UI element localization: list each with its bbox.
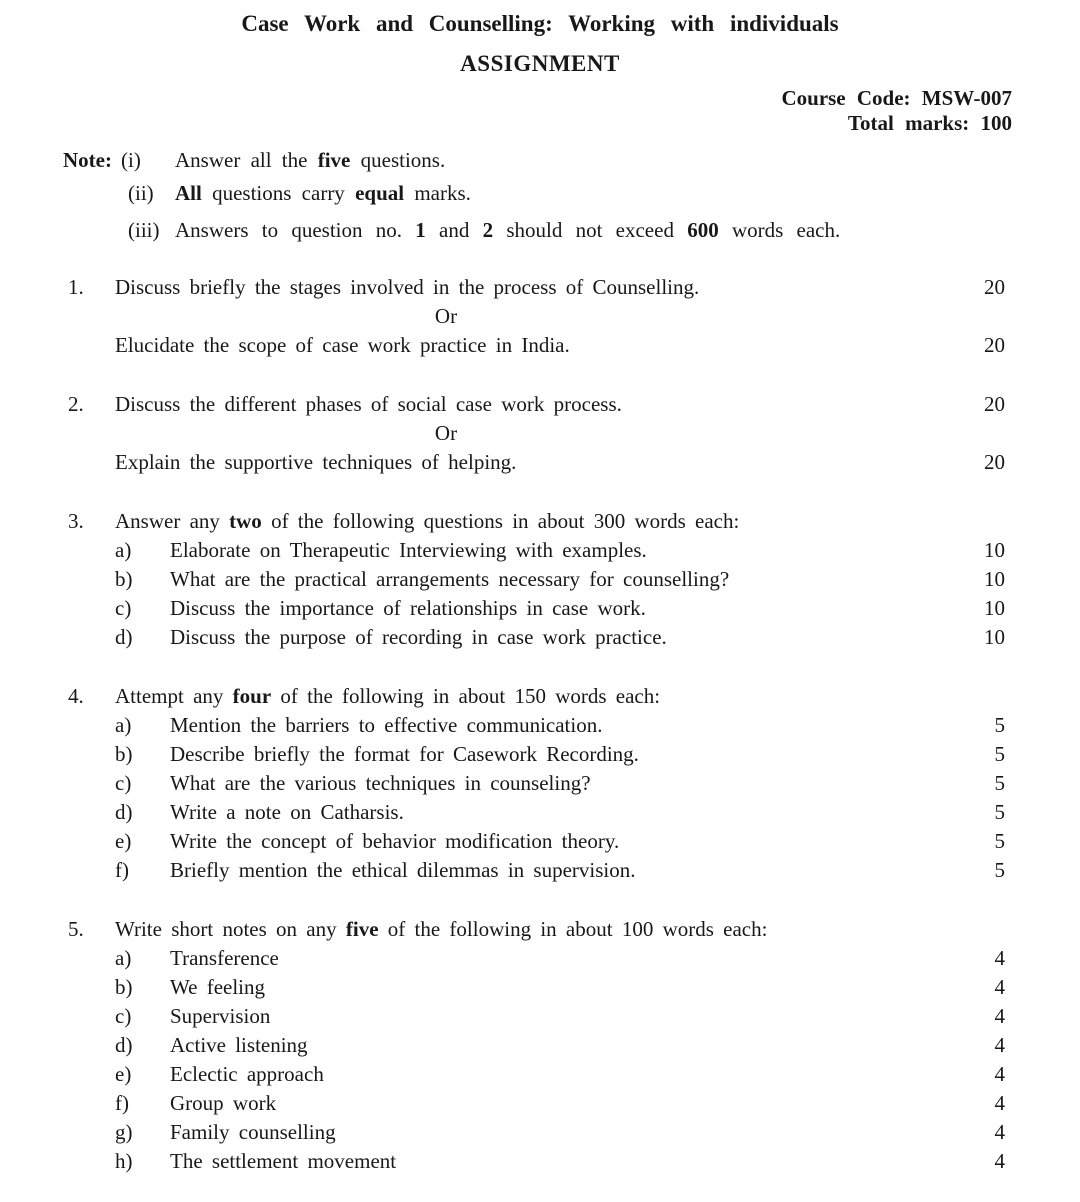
question-number: 3. (68, 509, 84, 533)
sub-item (68, 944, 1005, 973)
marks-value: 5 (994, 858, 1005, 882)
question-header-run: of the following in about 100 words each: (378, 917, 768, 941)
marks-value: 4 (994, 1091, 1005, 1115)
question-3 (68, 507, 1005, 652)
note-item-text (175, 216, 1040, 245)
sub-item (68, 1147, 1005, 1176)
sub-item-text: The settlement movement (170, 1149, 397, 1173)
sub-item-letter: b) (115, 742, 133, 766)
question-header-run: Attempt any (115, 684, 233, 708)
sub-item-text: Discuss the importance of relationships in case work. (170, 596, 646, 620)
sub-item-letter: e) (115, 829, 132, 853)
marks-value: 10 (984, 538, 1005, 562)
note-text-run: words each. (718, 218, 841, 242)
sub-item-text: What are the practical arrangements necessary for counselling? (170, 567, 730, 591)
sub-item-letter: f) (115, 858, 129, 882)
marks-value: 4 (994, 975, 1005, 999)
question-number: 4. (68, 684, 84, 708)
question-row (68, 915, 1005, 944)
question-number: 5. (68, 917, 84, 941)
sub-item (68, 536, 1005, 565)
or-label: Or (434, 304, 458, 328)
sub-item-text: Elaborate on Therapeutic Interviewing with examples. (170, 538, 647, 562)
sub-item-text: Active listening (170, 1033, 308, 1057)
sub-item-letter: h) (115, 1149, 133, 1173)
marks-value: 4 (994, 946, 1005, 970)
sub-item-letter: a) (115, 946, 132, 970)
question-row (68, 390, 1005, 419)
sub-item-text: Transference (170, 946, 279, 970)
note-item (63, 146, 1040, 175)
note-item-number: (iii) (128, 218, 160, 242)
question-row (68, 507, 1005, 536)
marks-value: 5 (994, 800, 1005, 824)
marks-value: 20 (984, 333, 1005, 357)
question-header-run: Answer any (115, 509, 230, 533)
note-text-run-bold: equal (355, 181, 405, 205)
marks-value: 20 (984, 450, 1005, 474)
note-text-run: should not exceed (493, 218, 688, 242)
question-header-run-bold: five (345, 917, 379, 941)
marks-value: 4 (994, 1149, 1005, 1173)
sub-item (68, 827, 1005, 856)
marks-value: 20 (984, 392, 1005, 416)
sub-item (68, 1031, 1005, 1060)
question-alt-row (68, 448, 1005, 477)
note-text-run: Answers to question no. (175, 218, 416, 242)
sub-item (68, 856, 1005, 885)
page-title: Case Work and Counselling: Working with individuals (241, 11, 839, 36)
sub-item (68, 594, 1005, 623)
question-text: Discuss briefly the stages involved in the process of Counselling. (115, 275, 700, 299)
note-text-run: Answer all the (175, 148, 318, 172)
sub-item-letter: d) (115, 1033, 133, 1057)
or-label: Or (434, 421, 458, 445)
sub-item-text: Write a note on Catharsis. (170, 800, 404, 824)
marks-value: 5 (994, 742, 1005, 766)
sub-item-text: Supervision (170, 1004, 271, 1028)
marks-value: 10 (984, 625, 1005, 649)
note-item (63, 179, 1040, 208)
sub-item-text: Eclectic approach (170, 1062, 324, 1086)
sub-item-letter: c) (115, 596, 132, 620)
question-4 (68, 682, 1005, 885)
marks-value: 4 (994, 1033, 1005, 1057)
sub-item-letter: b) (115, 975, 133, 999)
note-item-text (175, 146, 1040, 175)
sub-item-text: Write the concept of behavior modification theory. (170, 829, 620, 853)
question-row (68, 682, 1005, 711)
sub-item-letter: e) (115, 1062, 132, 1086)
question-number: 2. (68, 392, 84, 416)
sub-item-text: Discuss the purpose of recording in case work practice. (170, 625, 667, 649)
sub-item (68, 1002, 1005, 1031)
note-section (0, 146, 1080, 245)
sub-item (68, 1089, 1005, 1118)
note-text-run-bold: All (175, 181, 202, 205)
sub-item-letter: f) (115, 1091, 129, 1115)
question-alt-text: Elucidate the scope of case work practice in India. (115, 333, 570, 357)
sub-item (68, 1118, 1005, 1147)
note-item (63, 216, 1040, 245)
sub-item-letter: a) (115, 538, 132, 562)
question-header-run-bold: four (232, 684, 272, 708)
sub-item-letter: a) (115, 713, 132, 737)
course-code: Course Code: MSW-007 (781, 86, 1012, 110)
question-header-run: of the following in about 150 words each: (271, 684, 661, 708)
sub-item (68, 798, 1005, 827)
sub-item-letter: c) (115, 771, 132, 795)
question-number: 1. (68, 275, 84, 299)
question-header-run: of the following questions in about 300 words each: (261, 509, 740, 533)
note-text-run: questions. (350, 148, 446, 172)
marks-value: 5 (994, 713, 1005, 737)
question-text: Discuss the different phases of social case work process. (115, 392, 622, 416)
sub-item-text: Group work (170, 1091, 277, 1115)
sub-item-text: We feeling (170, 975, 266, 999)
sub-item-text: Mention the barriers to effective communication. (170, 713, 603, 737)
question-alt-text: Explain the supportive techniques of helping. (115, 450, 517, 474)
note-text-run-bold: 1 (415, 218, 426, 242)
total-marks: Total marks: 100 (847, 111, 1012, 135)
note-text-run: and (425, 218, 483, 242)
sub-item (68, 769, 1005, 798)
sub-item (68, 565, 1005, 594)
sub-item-letter: g) (115, 1120, 133, 1144)
sub-item-letter: d) (115, 800, 133, 824)
sub-item-letter: b) (115, 567, 133, 591)
questions-section (0, 273, 1080, 1176)
question-2 (68, 390, 1005, 477)
marks-value: 5 (994, 771, 1005, 795)
sub-item (68, 711, 1005, 740)
question-header (115, 915, 1005, 944)
sub-item (68, 973, 1005, 1002)
note-item-number: (i) (121, 148, 141, 172)
sub-item-text: Briefly mention the ethical dilemmas in supervision. (170, 858, 636, 882)
marks-value: 4 (994, 1004, 1005, 1028)
sub-item-letter: c) (115, 1004, 132, 1028)
assignment-subtitle: ASSIGNMENT (460, 51, 620, 76)
sub-item (68, 740, 1005, 769)
question-row (68, 273, 1005, 302)
note-text-run: questions carry (201, 181, 356, 205)
note-text-run-bold: five (317, 148, 351, 172)
sub-item-letter: d) (115, 625, 133, 649)
or-row (68, 302, 1005, 331)
question-5 (68, 915, 1005, 1176)
question-alt-row (68, 331, 1005, 360)
marks-value: 10 (984, 567, 1005, 591)
note-item-text (175, 179, 1040, 208)
note-label: Note: (63, 148, 112, 172)
note-item-number: (ii) (128, 181, 154, 205)
course-meta (0, 86, 1080, 136)
marks-value: 5 (994, 829, 1005, 853)
marks-value: 10 (984, 596, 1005, 620)
sub-item (68, 623, 1005, 652)
question-header-run-bold: two (229, 509, 262, 533)
note-text-run: marks. (404, 181, 471, 205)
question-header-run: Write short notes on any (115, 917, 346, 941)
note-text-run-bold: 2 (482, 218, 494, 242)
question-header (115, 682, 1005, 711)
sub-item-text: Describe briefly the format for Casework Recording. (170, 742, 639, 766)
marks-value: 4 (994, 1062, 1005, 1086)
question-1 (68, 273, 1005, 360)
marks-value: 20 (984, 275, 1005, 299)
or-row (68, 419, 1005, 448)
marks-value: 4 (994, 1120, 1005, 1144)
sub-item-text: Family counselling (170, 1120, 336, 1144)
note-text-run-bold: 600 (687, 218, 719, 242)
sub-item (68, 1060, 1005, 1089)
question-header (115, 507, 1005, 536)
sub-item-text: What are the various techniques in counseling? (170, 771, 591, 795)
